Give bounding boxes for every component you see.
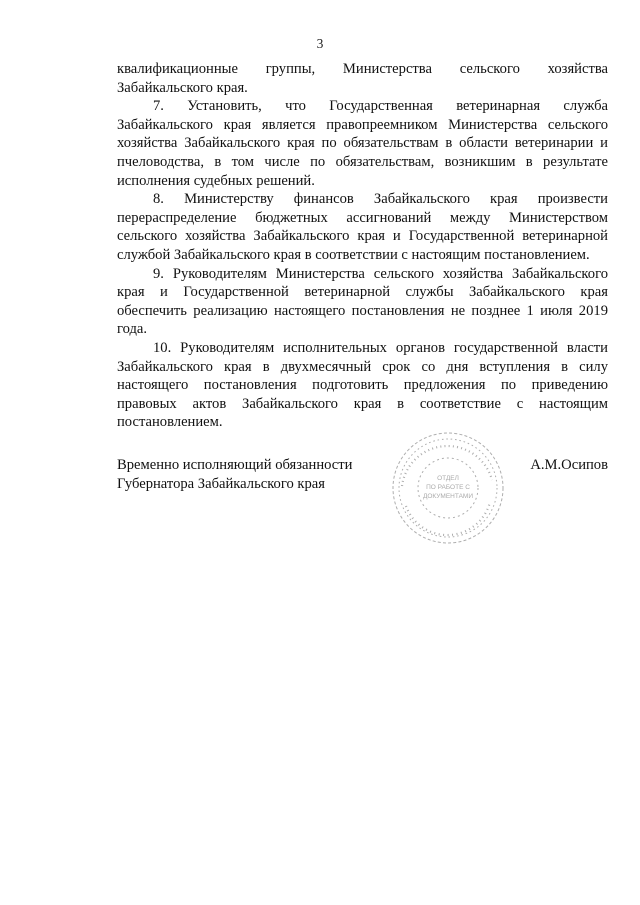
paragraph-item-10: 10. Руководителям исполнительных органов государственной власти Забайкальского края в двухмесячный срок со дня вступления в силу настоящего постановления подготовить предложения по приведению правовых актов Забайкальского края в соответствие с настоящим постановлением. [117, 339, 608, 431]
stamp-text-line1: ОТДЕЛ [437, 475, 459, 482]
paragraph-item-9: 9. Руководителям Министерства сельского хозяйства Забайкальского края и Государственной ветеринарной службы Забайкальского края обеспечить реализацию настоящего постановления не позднее 1 июля 2019 года. [117, 265, 608, 338]
paragraph-item-7: 7. Установить, что Государственная ветеринарная служба Забайкальского края является правопреемником Министерства сельского хозяйства Забайкальского края по обязательствам в области ветеринарии и пчеловодства, в том числе по обязательствам, возникшим в результате исполнения судебных решений. [117, 98, 608, 189]
stamp-text-line3: ДОКУМЕНТАМИ [422, 493, 474, 500]
official-stamp [388, 428, 508, 548]
signature-block [117, 456, 608, 566]
signatory-position [117, 456, 417, 494]
document-body [117, 60, 608, 432]
signatory-position-line1: Временно исполняющий обязанности [117, 457, 353, 473]
paragraph-item-8: 8. Министерству финансов Забайкальского края произвести перераспределение бюджетных ассигнований между Министерством сельского хозяйства Забайкальского края и Государственной ветеринарной службой Забайкальского края в соответствии с настоящим постановлением. [117, 191, 608, 263]
paragraph-continuation: квалификационные группы, Министерства сельского хозяйства Забайкальского края. [117, 61, 608, 96]
signatory-position-line2: Губернатора Забайкальского края [117, 476, 325, 492]
stamp-text-line2: ПО РАБОТЕ С [426, 484, 470, 491]
page-number: 3 [316, 36, 324, 51]
signatory-name: А.М.Осипов [530, 457, 608, 473]
